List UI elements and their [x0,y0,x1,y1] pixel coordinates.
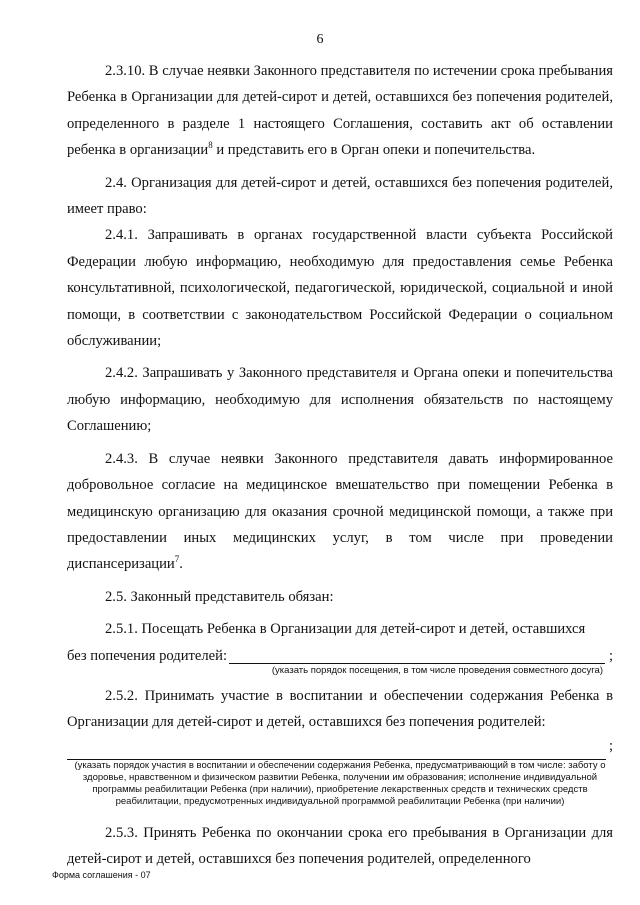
clause-2-4: 2.4. Организация для детей-сирот и детей, оставшихся без попечения родителей, имеет право: [67,174,613,218]
clause-2-5-3: 2.5.3. Принять Ребенка по окончании срока его пребывания в Организации для детей-сирот и детей, оставшихся без попечения родителей, определенного [67,824,613,868]
visit-order-blank[interactable] [229,644,605,664]
footnote-ref: 8 [208,140,213,151]
upbringing-hint: (указать порядок участия в воспитании и обеспечении содержания Ребенка, предусматривающий в том числе: заботу о здоровье, нравственном и физическом развитии Ребенка, получении им образования; исполнение индивидуальной программы реабилитации Ребенка (при наличии), приобретение лекарственных средств и технических средств реабилитации, предусмотренных индивидуальной программой реабилитации Ребенка (при наличии) [74,759,606,807]
footnote-ref: 7 [174,554,180,565]
clause-text: и представить его в Орган опеки и попечительства. [212,142,536,159]
field-label: без попечения родителей: [67,647,228,664]
clause-2-3-10 [67,58,613,164]
visit-order-hint: (указать порядок посещения, в том числе проведения совместного досуга) [271,664,603,676]
upbringing-field-row [67,738,613,760]
field-terminator: ; [608,647,613,664]
clause-text: 2.4.3. В случае неявки Законного представителя давать информированное добровольное согласие на медицинское вмешательство при помещении Ребенка в медицинскую организацию для оказания срочной медицинской помощи, а также при предоставлении иных медицинских услуг, в том числе при проведении диспансеризации [67,450,613,573]
clause-text: . [179,556,183,573]
page-number: 6 [316,32,324,47]
form-footer: Форма соглашения - 07 [52,870,151,880]
clause-2-5: 2.5. Законный представитель обязан: [105,588,334,605]
document-body [67,58,613,873]
field-terminator: ; [608,738,613,755]
clause-text: 2.3.10. В случае неявки Законного представителя по истечении срока пребывания Ребенка в Организации для детей-сирот и детей, оставшихся без попечения родителей, определенного в разделе 1 настоящего Соглашения, составить акт об оставлении ребенка в организации [67,63,613,159]
clause-2-4-3 [67,446,613,578]
clause-2-5-1: 2.5.1. Посещать Ребенка в Организации для детей-сирот и детей, оставшихся [105,621,586,638]
clause-2-5-2: 2.5.2. Принимать участие в воспитании и обеспечении содержания Ребенка в Организации для детей-сирот и детей, оставшихся без попечения родителей: [67,687,613,731]
clause-2-4-2: 2.4.2. Запрашивать у Законного представителя и Органа опеки и попечительства любую информацию, необходимую для исполнения обязательств по настоящему Соглашению; [67,365,613,435]
clause-2-4-1: 2.4.1. Запрашивать в органах государственной власти субъекта Российской Федерации любую информацию, необходимую для предоставления семье Ребенка консультативной, психологической, педагогической, юридической, социальной и иной помощи, в соответствии с законодательством Российской Федерации о социальном обслуживании; [67,227,613,350]
